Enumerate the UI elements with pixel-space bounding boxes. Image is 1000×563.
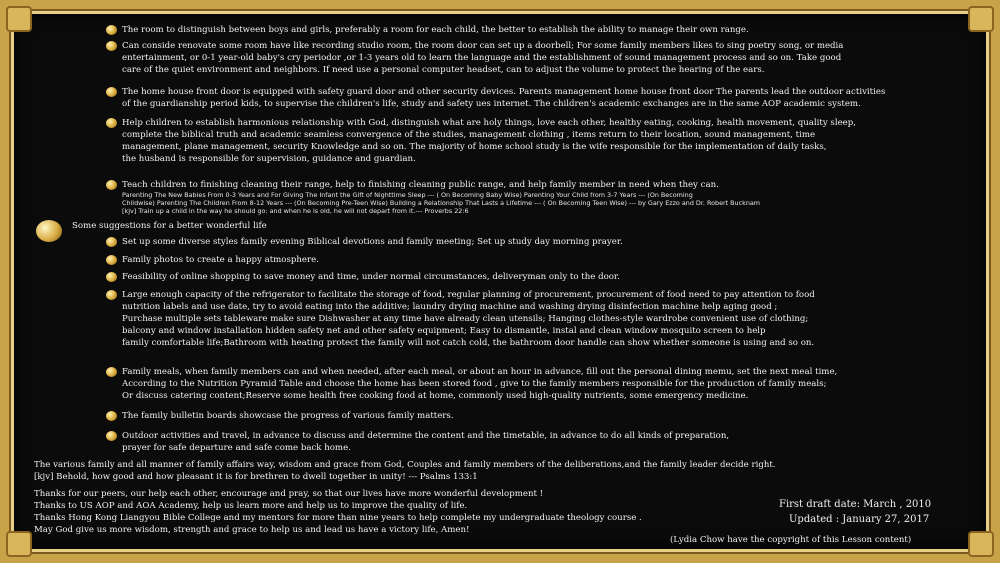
gold-bullet-icon — [106, 118, 117, 128]
gold-bullet-icon — [106, 237, 117, 247]
gold-bullet-icon — [106, 290, 117, 300]
first-draft-date: First draft date: March , 2010 — [779, 499, 932, 510]
gold-bullet-icon — [106, 367, 117, 377]
gold-bullet-icon — [106, 87, 117, 97]
list-item: Family meals, when family members can and when needed, after each meal, or about an hour in advance, fill out the personal dining memu, set the next meal time, According to the Nutrition Pyramid Table and choose the home has been stored food , give to the family members responsible for the production of family meals; Or discuss catering content;Reserve some health free cooking food at home, commonly used high-quality nutrients, some emergency medicine. — [122, 366, 887, 402]
gold-bullet-icon — [106, 25, 117, 35]
list-item: Help children to establish harmonious relationship with God, distinguish what are holy things, love each other, healthy eating, cooking, health movement, quality sleep, complete the biblical truth and academic seamless convergence of the studies, management clothing , items return to their location, sound management, time management, plane management, security Knowledge and so on. The majority of home school study is the wife responsible for the implementation of daily tasks, the husband is responsible for supervision, guidance and guardian. — [122, 117, 887, 165]
list-item: The room to distinguish between boys and girls, preferably a room for each child, the better to establish the ability to manage their own range. — [122, 24, 887, 36]
list-item: Large enough capacity of the refrigerator to facilitate the storage of food, regular planning of procurement, procurement of food need to pay attention to food nutrition labels and use date, try to avoid eating into the additive; laundry drying machine and washing drying disinfection machine help aging good ; Purchase multiple sets tableware make sure Dishwasher at any time have already clean utensils; Hanging clothes-style wardrobe convenient use of clothing; balcony and window installation hidden safety net and other safety equipment; Easy to dismantle, instal and clean window mosquito screen to help family comfortable life;Bathroom with heating protect the family will not catch cold, the bathroom door handle can show whether someone is using and so on. — [122, 289, 887, 349]
gold-bullet-icon — [106, 272, 117, 282]
thanks-paragraph: Thanks for our peers, our help each other, encourage and pray, so that our lives have more wonderful development ! Thanks to US AOP and AOA Academy, help us learn more and help us to improve the quality of life. Thanks Hong Kong Liangyou Bible College and my mentors for more than nine years to help complete my undergraduate theology course . May God give us more wisdom, strength and grace to help us and lead us have a victory life, Amen! — [34, 489, 642, 536]
list-item: The family bulletin boards showcase the progress of various family matters. — [122, 410, 887, 422]
section-heading: Some suggestions for a better wonderful life — [72, 221, 267, 231]
list-item: Teach children to finishing cleaning their range, help to finishing cleaning public range, and help family member in need when they can. — [122, 179, 887, 191]
gold-bullet-large-icon — [36, 220, 62, 242]
lesson-content — [14, 14, 986, 549]
list-item: Can conside renovate some room have like recording studio room, the room door can set up a doorbell; For some family members likes to sing poetry song, or media entertainment, or 0-1 year-old baby's cry periodor ,or 1-3 years old to learn the language and the establishment of sound management process and so on. Take good care of the quiet environment and neighbors. If need use a personal computer headset, can to adjust the volume to protect the hearing of the ears. — [122, 40, 887, 76]
updated-date: Updated : January 27, 2017 — [789, 514, 930, 525]
closing-paragraph: The various family and all manner of family affairs way, wisdom and grace from God, Couples and family members of the deliberations,and the family leader decide right. [kjv] Behold, how good and how pleasant it is for brethren to dwell together in unity! --- Psalms 133:1 — [34, 460, 776, 483]
book-references: Parenting The New Babies From 0-3 Years and For Giving The Infant the Gift of Nighttime Sleep --- ( On Becoming Baby Wise) Parenting Your Child from 3-7 Years --- (On Becoming Childwise) Parenting The Children From 8-12 Years --- (On Becoming Pre-Teen Wise) Building a Relationship That Lasts a Lifetime --- ( On Becoming Teen Wise) --- by Gary Ezzo and Dr. Robert Bucknam [kjv] Train up a child in the way he should go: and when he is old, he will not depart from it.--- Proverbs 22:6 — [122, 191, 761, 215]
list-item: Family photos to create a happy atmosphere. — [122, 254, 887, 266]
gold-bullet-icon — [106, 411, 117, 421]
list-item: Outdoor activities and travel, in advance to discuss and determine the content and the timetable, in advance to do all kinds of preparation, prayer for safe departure and safe come back home. — [122, 430, 887, 454]
list-item: Set up some diverse styles family evening Biblical devotions and family meeting; Set up study day morning prayer. — [122, 236, 887, 248]
gold-bullet-icon — [106, 431, 117, 441]
gold-bullet-icon — [106, 41, 117, 51]
copyright-note: (Lydia Chow have the copyright of this Lesson content) — [670, 535, 912, 545]
list-item: The home house front door is equipped with safety guard door and other security devices. Parents management home house front door The parents lead the outdoor activities of the guardianship period kids, to supervise the children's life, study and safety ues internet. The children's academic exchanges are in the same AOP academic system. — [122, 86, 887, 110]
gold-bullet-icon — [106, 255, 117, 265]
list-item: Feasibility of online shopping to save money and time, under normal circumstances, deliveryman only to the door. — [122, 271, 887, 283]
gold-bullet-icon — [106, 180, 117, 190]
